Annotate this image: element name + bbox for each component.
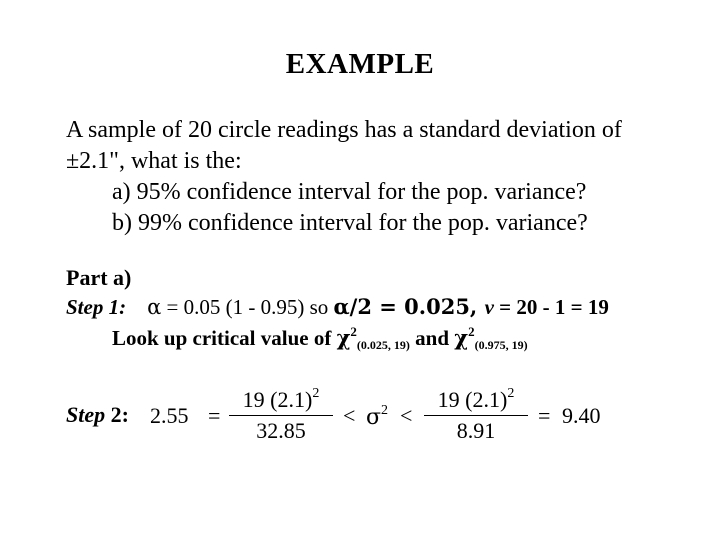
fraction-right [424,386,528,444]
lookup-text: Look up critical value of [112,326,337,350]
upper-bound: 9.40 [562,403,601,428]
step2-label [66,402,129,428]
alpha-symbol: α [147,295,162,319]
part-a-heading: Part a) [66,265,132,290]
problem-line-2: ±2.1", what is the: [66,148,242,174]
chi-square-exp-1: 2 [350,324,357,339]
numerator-right: 19 $(2.1)^2$ [437,386,515,412]
denominator-right: 8.91 [456,418,496,443]
fraction-bar-left [229,415,333,416]
lower-bound: 2.55 [150,403,189,428]
step2-word: Step [66,402,106,427]
step2-num: 2: [105,402,129,427]
step1-label: Step 1: [66,295,127,319]
chi-square-exp-2: 2 [468,324,475,339]
numerator-left: 19 $(2.1)^2$ [242,386,320,412]
less-than-1: < [343,403,356,428]
problem-item-b: b) 99% confidence interval for the pop. variance? [112,210,588,236]
denominator-left: 32.85 [256,418,306,443]
lookup-line [112,324,528,353]
problem-item-a: a) 95% confidence interval for the pop. variance? [112,179,587,205]
alpha-definition: = 0.05 (1 - 0.95) so [161,295,334,319]
less-than-2: < [400,403,413,428]
problem-line-1: A sample of 20 circle readings has a standard deviation of [66,117,622,143]
sigma-squared: $\sigma^2$ [366,403,389,430]
v-symbol: v [484,295,494,319]
chi-symbol-1: χ [336,325,351,350]
problem-statement [66,115,622,239]
chi-symbol-2: χ [454,325,469,350]
equals-sign-2: = [538,403,551,428]
chi-sub-2: (0.975, 19) [474,338,528,352]
step1-line [66,294,609,320]
chi-sub-1: (0.025, 19) [356,338,410,352]
fraction-left [229,386,333,444]
alpha-half: α/2 = 0.025, [333,294,485,319]
fraction-bar-right [424,415,528,416]
equals-sign-1: = [208,403,221,428]
and-text: and [409,326,455,350]
slide-title: EXAMPLE [285,48,435,80]
v-definition: = 20 - 1 = 19 [493,295,609,319]
